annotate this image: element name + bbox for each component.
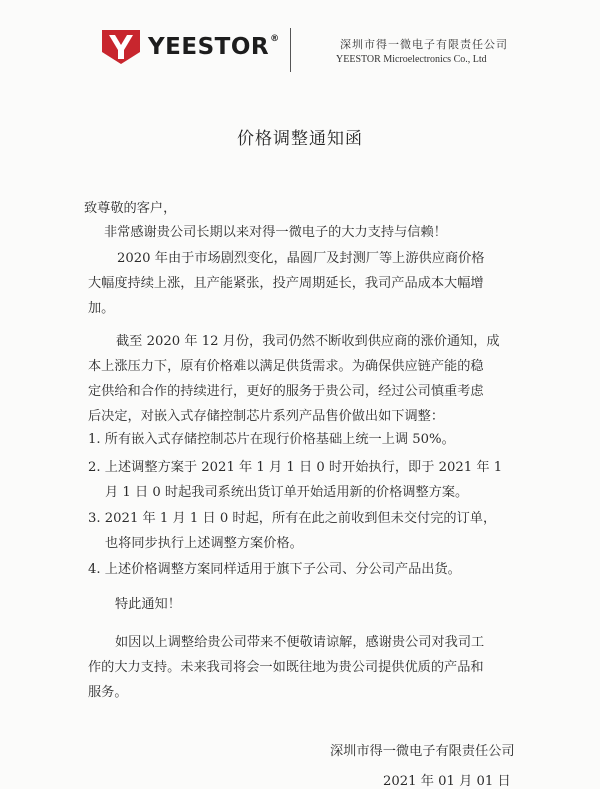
para2-line: 2020 年由于市场剧烈变化，晶圆厂及封测厂等上游供应商价格: [117, 251, 485, 266]
letterhead-divider: [290, 28, 291, 72]
list-item: 3. 2021 年 1 月 1 日 0 时起，所有在此之前收到但未交付完的订单，: [88, 511, 497, 526]
para2-line: 加。: [88, 301, 115, 316]
list-item-continuation: 也将同步执行上述调整方案价格。: [105, 536, 303, 551]
list-item: 2. 上述调整方案于 2021 年 1 月 1 日 0 时开始执行，即于 2021 年 1: [88, 460, 503, 475]
company-logo: [100, 28, 280, 72]
para3-line: 本上涨压力下，原有价格难以满足供货需求。为确保供应链产能的稳: [88, 359, 484, 374]
closing-line: 作的大力支持。未来我司将会一如既往地为贵公司提供优质的产品和: [88, 660, 484, 675]
company-name-cn: 深圳市得一微电子有限责任公司: [340, 38, 508, 51]
para3-line: 定供给和合作的持续进行，更好的服务于贵公司，经过公司慎重考虑: [88, 384, 484, 399]
closing-line: 如因以上调整给贵公司带来不便敬请谅解，感谢贵公司对我司工: [115, 635, 485, 650]
list-item-continuation: 月 1 日 0 时起我司系统出货订单开始适用新的价格调整方案。: [105, 485, 469, 500]
salutation: 致尊敬的客户，: [84, 201, 177, 216]
notice-line: 特此通知！: [115, 597, 181, 612]
para2-line: 大幅度持续上涨，且产能紧张，投产周期延长，我司产品成本大幅增: [88, 276, 484, 291]
letterhead: [0, 0, 600, 80]
closing-line: 服务。: [88, 685, 128, 700]
letter-title: 价格调整通知函: [237, 129, 363, 149]
para3-line: 截至 2020 年 12 月份，我司仍然不断收到供应商的涨价通知，成: [116, 334, 500, 349]
signature-date: 2021 年 01 月 01 日: [383, 774, 511, 789]
list-item: 1. 所有嵌入式存储控制芯片在现行价格基础上统一上调 50%。: [88, 432, 455, 447]
thanks-line: 非常感谢贵公司长期以来对得一微电子的大力支持与信赖！: [104, 225, 447, 240]
signature-company: 深圳市得一微电子有限责任公司: [330, 744, 515, 759]
para3-line: 后决定，对嵌入式存储控制芯片系列产品售价做出如下调整：: [88, 409, 445, 424]
yeestor-logo-icon: [100, 28, 142, 66]
list-item: 4. 上述价格调整方案同样适用于旗下子公司、分公司产品出货。: [88, 562, 461, 577]
company-name-en: YEESTOR Microelectronics Co., Ltd: [336, 54, 487, 65]
brand-name: YEESTOR®: [148, 34, 280, 60]
